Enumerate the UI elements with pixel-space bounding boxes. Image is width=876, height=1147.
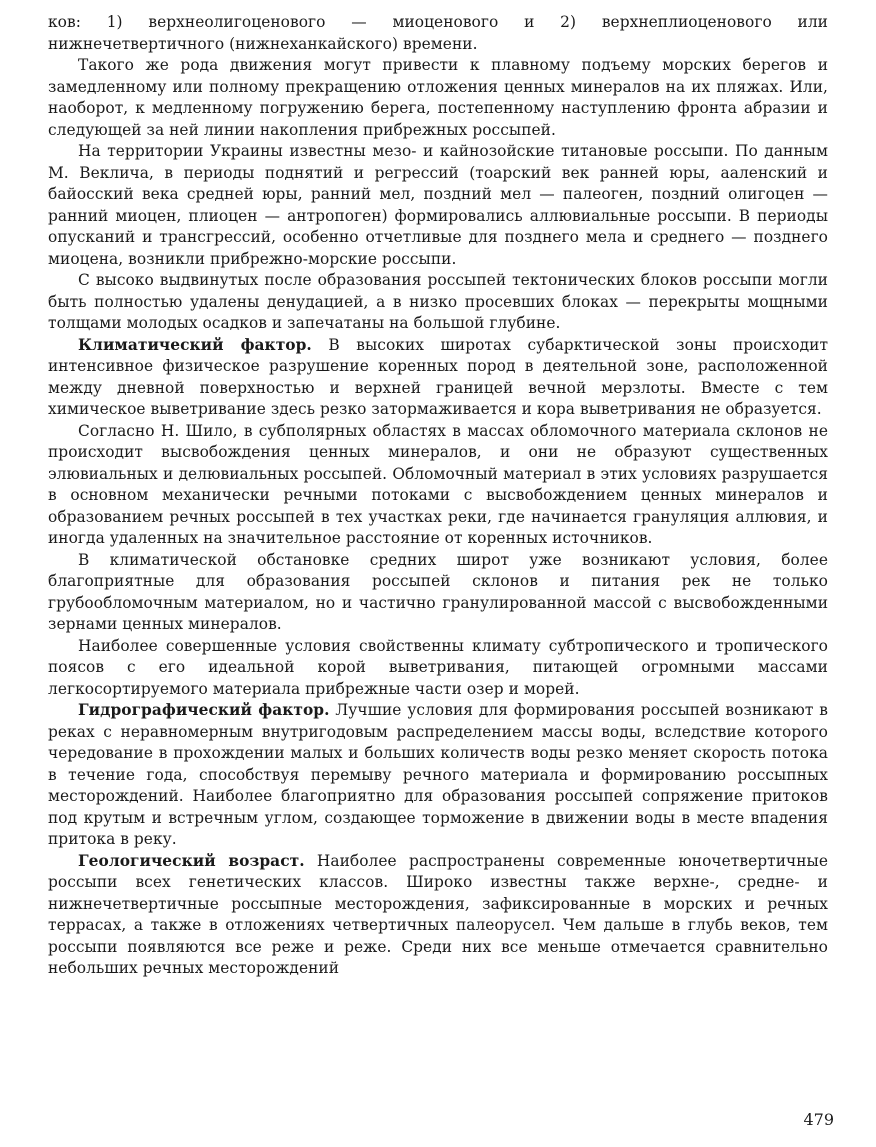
page-number: 479: [803, 1110, 834, 1129]
paragraph-hydrographic-factor: [48, 700, 828, 851]
paragraph-climatic-factor: [48, 335, 828, 421]
paragraph-text: В высоких широтах субарктической зоны происходит интенсивное физическое разрушение коренных пород в деятельной зоне, расположенной между дневной поверхностью и верхней границей вечной мерзлоты. Вместе с тем химическое выветривание здесь резко затормаживается и кора выветривания не образуется.: [48, 335, 829, 418]
paragraph-1: [48, 12, 828, 55]
paragraph-text: С высоко выдвинутых после образования россыпей тектонических блоков россыпи могли быть полностью удалены денудацией, а в низко просевших блоках — перекрыты мощными толщами молодых осадков и запечатаны на большой глубине.: [48, 271, 828, 332]
paragraph-8: [48, 636, 828, 701]
paragraph-geological-age: [48, 851, 828, 980]
paragraph-text: Лучшие условия для формирования россыпей возникают в реках с неравномерным внутригодовым распределением массы воды, вследствие которого чередование в прохождении малых и больших количеств воды резко меняет скорость потока в течение года, способствуя перемыву речного материала и формированию россыпных месторождений. Наиболее благоприятно для образования россыпей сопряжение притоков под крутым и встречным углом, создающее торможение в движении воды в месте впадения притока в реку.: [48, 701, 829, 848]
section-lead-heading: Климатический фактор.: [78, 335, 312, 354]
section-lead-heading: Гидрографический фактор.: [78, 701, 330, 719]
paragraph-3: [48, 141, 828, 270]
paragraph-text: ков: 1) верхнеолигоценового — миоценового и 2) верхнеплиоценового или нижнечетвертичного (нижнеханкайского) времени.: [48, 13, 828, 53]
paragraph-text: Такого же рода движения могут привести к плавному подъему морских берегов и замедленному или полному прекращению отложения ценных минералов на их пляжах. Или, наоборот, к медленному погружению берега, постепенному наступлению фронта абразии и следующей за ней линии накопления прибрежных россыпей.: [48, 56, 828, 139]
paragraph-text: Наиболее распространены современные юночетвертичные россыпи всех генетических классов. Широко известны также верхне-, средне- и нижнечетвертичные россыпные месторождения, зафиксированные в морских и речных террасах, а также в отложениях четвертичных палеорусел. Чем дальше в глубь веков, тем россыпи появляются все реже и реже. Среди них все меньше отмечается сравнительно небольших речных месторождений: [48, 851, 828, 977]
paragraph-2: [48, 55, 828, 141]
paragraph-7: [48, 550, 828, 636]
paragraph-text: Согласно Н. Шило, в субполярных областях в массах обломочного материала склонов не происходит высвобождения ценных минералов, и они не образуют существенных элювиальных и делювиальных россыпей. Обломочный материал в этих условиях разрушается в основном механически речными потоками с высвобождением ценных минералов и образованием речных россыпей в тех участках реки, где начинается грануляция аллювия, и иногда удаленных на значительное расстояние от коренных источников.: [48, 421, 828, 547]
paragraph-text: Наиболее совершенные условия свойственны климату субтропического и тропического поясов с его идеальной корой выветривания, питающей огромными массами легкосортируемого материала прибрежные части озер и морей.: [48, 636, 828, 698]
section-lead-heading: Геологический возраст.: [78, 851, 305, 870]
paragraph-4: [48, 270, 828, 335]
paragraph-6: [48, 421, 828, 550]
paragraph-text: На территории Украины известны мезо- и кайнозойские титановые россыпи. По данным М. Веклича, в периоды поднятий и регрессий (тоарский век ранней юры, ааленский и байосский века средней юры, ранний мел, поздний мел — палеоген, поздний олигоцен — ранний миоцен, плиоцен — антропоген) формировались аллювиальные россыпи. В периоды опусканий и трансгрессий, особенно отчетливые для позднего мела и среднего — позднего миоцена, возникли прибрежно-морские россыпи.: [48, 142, 828, 268]
page-body: [48, 12, 828, 980]
paragraph-text: В климатической обстановке средних широт уже возникают условия, более благоприятные для образования россыпей склонов и питания рек не только грубообломочным материалом, но и частично гранулированной массой с высвобожденными зернами ценных минералов.: [48, 550, 828, 633]
